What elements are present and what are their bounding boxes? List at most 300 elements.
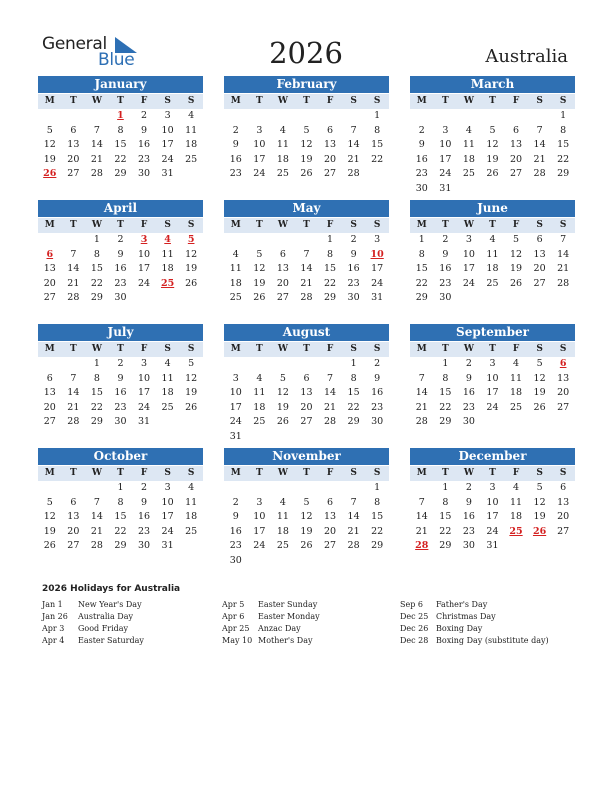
holiday-date-label: Apr 6 — [222, 612, 245, 621]
date: 25 — [462, 168, 475, 179]
date: 12 — [43, 139, 56, 150]
date: 31 — [161, 168, 174, 179]
date: 11 — [509, 372, 523, 384]
date: 4 — [465, 124, 472, 136]
date: 12 — [486, 139, 499, 150]
date: 3 — [164, 110, 171, 121]
date: 1 — [117, 482, 124, 493]
date: 16 — [462, 511, 475, 522]
date: 28 — [323, 416, 337, 427]
date: 28 — [347, 540, 360, 551]
date: 21 — [90, 153, 103, 165]
date: 3 — [374, 234, 381, 245]
date: 13 — [323, 511, 337, 522]
date: 21 — [347, 525, 360, 537]
date: 12 — [533, 496, 546, 508]
date: 13 — [557, 372, 570, 384]
empty-day — [224, 233, 248, 248]
date: 22 — [347, 401, 360, 413]
date: 19 — [43, 153, 56, 165]
date: 26 — [185, 401, 198, 413]
weekday-label: S — [559, 344, 567, 354]
date: 19 — [43, 525, 56, 537]
date: 12 — [300, 139, 313, 150]
date: 1 — [93, 234, 100, 245]
date: 25 — [486, 277, 499, 289]
holiday-date: 5 — [187, 234, 195, 245]
date: 21 — [533, 153, 546, 165]
date: 27 — [300, 416, 313, 427]
date: 29 — [439, 540, 452, 551]
date: 5 — [46, 124, 53, 136]
date: 14 — [90, 511, 103, 522]
date: 15 — [371, 139, 384, 150]
holiday-name: Easter Monday — [258, 612, 320, 621]
date: 19 — [533, 511, 546, 522]
date: 26 — [185, 277, 198, 289]
holiday-row — [42, 623, 144, 635]
date: 30 — [439, 292, 452, 303]
empty-day — [62, 109, 86, 124]
empty-day — [224, 481, 248, 496]
day-grid — [410, 357, 575, 430]
date: 17 — [253, 153, 266, 165]
weekday-header — [224, 466, 389, 481]
weekday-label: F — [326, 344, 334, 354]
day-grid — [38, 109, 203, 182]
weekday-label: T — [441, 220, 449, 230]
month-name: April — [38, 200, 203, 217]
date: 21 — [323, 401, 337, 413]
weekday-label: S — [164, 220, 171, 230]
date: 23 — [137, 153, 151, 165]
date: 2 — [465, 482, 472, 493]
date: 23 — [415, 168, 428, 179]
date: 31 — [161, 540, 174, 551]
date: 30 — [462, 416, 475, 427]
date: 11 — [161, 248, 174, 260]
weekday-label: T — [441, 96, 449, 106]
date: 13 — [276, 263, 289, 274]
holiday-name: Mother's Day — [258, 636, 313, 645]
date: 10 — [161, 124, 174, 136]
month-december — [410, 448, 575, 554]
date: 28 — [557, 277, 570, 289]
day-grid — [38, 233, 203, 306]
date: 11 — [161, 372, 174, 384]
date: 7 — [303, 248, 310, 260]
weekday-label: T — [255, 468, 263, 478]
weekday-label: S — [373, 220, 381, 230]
date: 21 — [557, 263, 570, 274]
empty-day — [62, 481, 86, 496]
date: 18 — [161, 263, 174, 274]
weekday-label: M — [44, 468, 55, 478]
month-name: May — [224, 200, 389, 217]
date: 29 — [114, 168, 127, 179]
date: 17 — [137, 263, 151, 274]
date: 10 — [486, 372, 499, 384]
date: 6 — [303, 372, 310, 384]
date: 29 — [415, 292, 428, 303]
holiday-row — [222, 635, 320, 647]
weekday-label: T — [117, 468, 124, 478]
weekday-label: F — [140, 96, 148, 106]
weekday-label: F — [140, 220, 148, 230]
weekday-label: T — [117, 96, 124, 106]
weekday-label: S — [536, 344, 543, 354]
date: 26 — [509, 277, 523, 289]
month-name: March — [410, 76, 575, 93]
date: 26 — [300, 540, 313, 551]
logo-word-blue: Blue — [98, 50, 135, 70]
weekday-header — [38, 94, 203, 109]
holiday-date: 28 — [415, 540, 429, 551]
date: 30 — [229, 554, 242, 566]
weekday-label: T — [303, 96, 310, 106]
date: 10 — [161, 496, 174, 508]
date: 11 — [486, 248, 499, 260]
date: 23 — [229, 168, 242, 179]
empty-day — [38, 481, 62, 496]
date: 26 — [533, 401, 546, 413]
month-november — [224, 448, 389, 568]
weekday-label: W — [463, 468, 474, 478]
date: 27 — [67, 540, 80, 551]
date: 22 — [114, 153, 127, 165]
holiday-date-label: Apr 4 — [42, 636, 65, 645]
date: 23 — [114, 401, 127, 413]
date: 27 — [43, 416, 56, 427]
date: 4 — [513, 482, 520, 493]
date: 21 — [90, 525, 103, 537]
holiday-date-label: Apr 3 — [42, 624, 65, 633]
date: 20 — [67, 153, 80, 165]
date: 18 — [229, 277, 242, 289]
date: 15 — [439, 511, 452, 522]
empty-day — [410, 357, 434, 372]
date: 17 — [161, 139, 174, 150]
date: 3 — [465, 234, 472, 245]
date: 3 — [232, 372, 239, 384]
weekday-label: F — [326, 468, 334, 478]
weekday-label: W — [463, 96, 474, 106]
holiday-row — [42, 635, 144, 647]
date: 15 — [415, 263, 428, 274]
date: 29 — [371, 540, 384, 551]
date: 5 — [513, 234, 520, 245]
holiday-date-label: May 10 — [222, 636, 253, 645]
weekday-header — [410, 218, 575, 233]
weekday-label: T — [255, 344, 263, 354]
empty-day — [85, 481, 109, 496]
day-grid — [410, 481, 575, 554]
empty-day — [271, 357, 295, 372]
date: 29 — [557, 168, 570, 179]
date: 10 — [486, 496, 499, 508]
weekday-label: M — [230, 344, 241, 354]
date: 27 — [533, 277, 546, 289]
date: 7 — [70, 372, 77, 384]
date: 20 — [43, 277, 56, 289]
date: 26 — [486, 168, 499, 179]
date: 24 — [462, 277, 475, 289]
date: 9 — [374, 372, 381, 384]
date: 16 — [229, 525, 242, 537]
date: 22 — [371, 153, 384, 165]
holiday-date: 6 — [559, 358, 567, 369]
date: 24 — [253, 540, 266, 551]
day-grid — [224, 233, 389, 306]
date: 8 — [327, 248, 334, 260]
date: 28 — [67, 292, 80, 303]
weekday-label: S — [164, 468, 171, 478]
empty-day — [342, 109, 366, 124]
date: 28 — [300, 292, 313, 303]
empty-day — [62, 357, 86, 372]
date: 11 — [253, 387, 266, 398]
date: 25 — [276, 168, 289, 179]
date: 24 — [253, 168, 266, 179]
date: 25 — [229, 292, 242, 303]
date: 5 — [489, 124, 496, 136]
empty-day — [342, 481, 366, 496]
day-grid — [224, 481, 389, 568]
date: 13 — [533, 248, 546, 260]
date: 8 — [93, 372, 100, 384]
date: 18 — [462, 153, 475, 165]
empty-day — [295, 357, 319, 372]
date: 27 — [276, 292, 289, 303]
date: 20 — [323, 153, 337, 165]
generalblue-logo — [42, 34, 142, 74]
date: 27 — [67, 168, 80, 179]
date: 21 — [300, 277, 313, 289]
weekday-label: S — [350, 96, 357, 106]
holiday-column — [400, 599, 549, 647]
month-may — [224, 200, 389, 306]
date: 17 — [371, 263, 384, 274]
weekday-label: T — [489, 344, 496, 354]
date: 31 — [137, 416, 151, 427]
date: 2 — [141, 482, 148, 493]
date: 27 — [323, 540, 337, 551]
date: 14 — [323, 387, 337, 398]
holiday-row — [222, 599, 320, 611]
date: 7 — [536, 124, 543, 136]
weekday-label: W — [463, 344, 474, 354]
date: 5 — [46, 496, 53, 508]
empty-day — [504, 109, 528, 124]
year-title: 2026 — [269, 36, 343, 70]
weekday-label: T — [69, 468, 77, 478]
date: 19 — [486, 153, 499, 165]
date: 28 — [90, 540, 103, 551]
date: 17 — [253, 525, 266, 537]
empty-day — [224, 109, 248, 124]
date: 11 — [509, 496, 523, 508]
date: 14 — [67, 263, 80, 274]
date: 21 — [67, 277, 80, 289]
date: 21 — [415, 525, 428, 537]
weekday-label: T — [117, 220, 124, 230]
date: 16 — [137, 511, 151, 522]
day-grid — [38, 357, 203, 430]
date: 13 — [43, 263, 56, 274]
date: 20 — [509, 153, 523, 165]
month-name: January — [38, 76, 203, 93]
date: 7 — [350, 124, 357, 136]
date: 25 — [161, 401, 174, 413]
weekday-label: T — [489, 96, 496, 106]
date: 19 — [185, 387, 198, 398]
date: 30 — [137, 168, 151, 179]
weekday-label: T — [441, 344, 449, 354]
weekday-label: M — [416, 96, 427, 106]
date: 2 — [374, 358, 381, 369]
empty-day — [528, 109, 552, 124]
date: 25 — [185, 153, 198, 165]
date: 23 — [347, 277, 360, 289]
date: 13 — [557, 496, 570, 508]
holiday-row — [400, 635, 549, 647]
date: 16 — [371, 387, 384, 398]
date: 4 — [279, 496, 286, 508]
weekday-label: M — [416, 220, 427, 230]
date: 20 — [300, 401, 313, 413]
date: 10 — [229, 387, 242, 398]
day-grid — [410, 233, 575, 306]
month-september — [410, 324, 575, 430]
weekday-label: T — [69, 96, 77, 106]
date: 6 — [560, 482, 567, 493]
weekday-label: T — [69, 344, 77, 354]
weekday-header — [410, 342, 575, 357]
date: 19 — [300, 153, 313, 165]
date: 8 — [418, 248, 425, 260]
date: 23 — [462, 525, 475, 537]
date: 18 — [276, 153, 289, 165]
date: 12 — [509, 248, 523, 260]
empty-day — [318, 481, 342, 496]
date: 30 — [137, 540, 151, 551]
date: 14 — [415, 511, 428, 522]
date: 13 — [67, 511, 80, 522]
date: 23 — [371, 401, 384, 413]
date: 12 — [253, 263, 266, 274]
holiday-name: Easter Saturday — [78, 636, 144, 645]
date: 18 — [509, 387, 523, 398]
day-grid — [38, 481, 203, 554]
date: 5 — [188, 358, 195, 369]
date: 26 — [300, 168, 313, 179]
date: 14 — [90, 139, 103, 150]
month-name: November — [224, 448, 389, 465]
date: 2 — [232, 496, 239, 508]
holiday-date: 4 — [164, 234, 171, 245]
date: 12 — [185, 248, 198, 260]
date: 15 — [371, 511, 384, 522]
date: 17 — [439, 153, 452, 165]
holiday-name: Good Friday — [78, 624, 129, 633]
holiday-name: Boxing Day — [436, 624, 483, 633]
holiday-date: 1 — [117, 110, 124, 121]
date: 14 — [347, 511, 360, 522]
date: 31 — [371, 292, 384, 303]
weekday-label: S — [350, 220, 357, 230]
date: 24 — [161, 153, 174, 165]
weekday-label: S — [350, 468, 357, 478]
date: 31 — [229, 430, 242, 442]
weekday-label: T — [117, 344, 124, 354]
date: 30 — [114, 292, 127, 303]
date: 10 — [462, 248, 475, 260]
date: 6 — [46, 372, 53, 384]
empty-day — [318, 357, 342, 372]
date: 5 — [256, 248, 263, 260]
date: 30 — [462, 540, 475, 551]
date: 5 — [536, 358, 543, 369]
date: 14 — [557, 248, 570, 260]
date: 4 — [188, 482, 195, 493]
date: 4 — [489, 234, 496, 245]
date: 25 — [509, 401, 523, 413]
date: 7 — [560, 234, 567, 245]
date: 12 — [185, 372, 198, 384]
holiday-row — [222, 623, 320, 635]
weekday-label: S — [536, 96, 543, 106]
empty-day — [410, 109, 434, 124]
date: 12 — [276, 387, 289, 398]
date: 15 — [439, 387, 452, 398]
date: 7 — [93, 496, 100, 508]
weekday-label: S — [373, 344, 381, 354]
date: 24 — [137, 401, 151, 413]
date: 24 — [486, 525, 499, 537]
weekday-label: W — [277, 96, 288, 106]
date: 11 — [185, 124, 198, 136]
date: 3 — [256, 124, 263, 136]
date: 20 — [557, 511, 570, 522]
date: 21 — [415, 401, 428, 413]
weekday-label: T — [489, 220, 496, 230]
weekday-header — [224, 94, 389, 109]
date: 19 — [509, 263, 523, 274]
date: 5 — [303, 124, 310, 136]
date: 18 — [253, 401, 266, 413]
date: 19 — [300, 525, 313, 537]
holiday-row — [400, 623, 549, 635]
weekday-label: W — [91, 468, 102, 478]
month-name: February — [224, 76, 389, 93]
date: 26 — [43, 540, 56, 551]
weekday-label: M — [44, 96, 55, 106]
date: 11 — [276, 511, 289, 522]
empty-day — [224, 357, 248, 372]
date: 7 — [350, 496, 357, 508]
date: 19 — [185, 263, 198, 274]
date: 14 — [347, 139, 360, 150]
holiday-row — [400, 599, 549, 611]
date: 24 — [486, 401, 499, 413]
date: 20 — [323, 525, 337, 537]
month-march — [410, 76, 575, 196]
month-name: August — [224, 324, 389, 341]
weekday-label: W — [91, 220, 102, 230]
empty-day — [410, 481, 434, 496]
date: 16 — [462, 387, 475, 398]
date: 27 — [509, 168, 523, 179]
